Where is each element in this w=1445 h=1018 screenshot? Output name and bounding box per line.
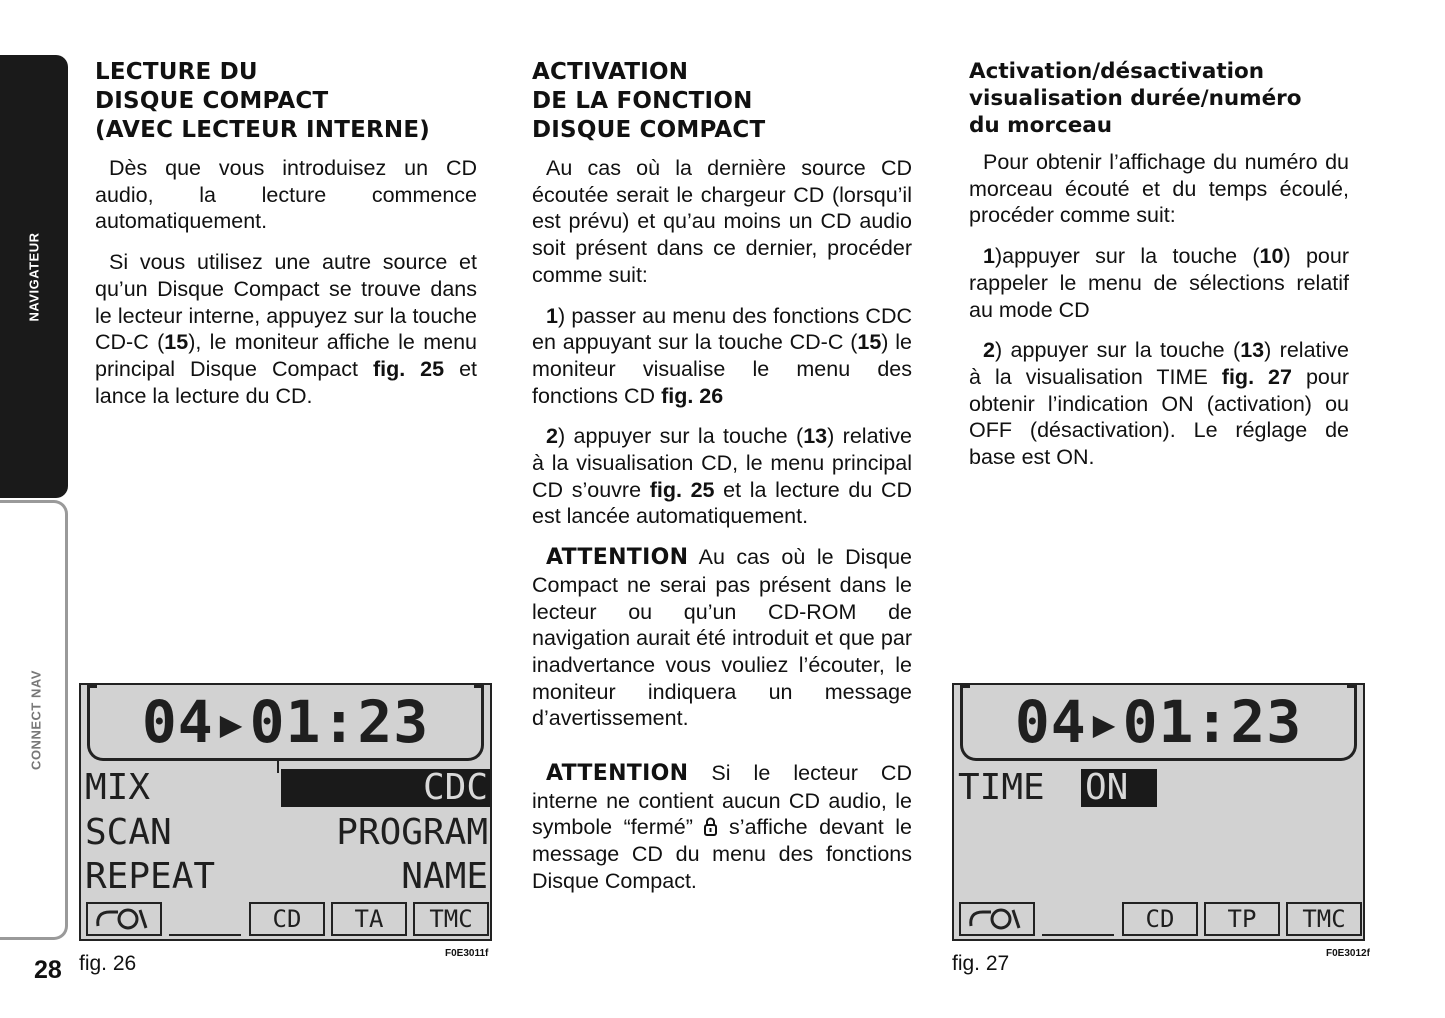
menu-item-scan: SCAN: [85, 812, 172, 853]
time-value-on: ON: [1081, 769, 1157, 807]
section-heading: [969, 58, 1349, 139]
step-2: 2) appuyer sur la touche (13) relative à la visualisation TIME fig. 27 pour obtenir l’indication ON (activation) ou OFF (désactivation). Le réglage de base est ON.: [969, 338, 1349, 470]
menu-item-program: PROGRAM: [336, 812, 488, 853]
heading-line: Activation/désactivation: [969, 59, 1265, 84]
heading-line: DE LA FONCTION: [532, 88, 753, 114]
paragraph: Pour obtenir l’affichage du numéro du morceau écouté et du temps écoulé, procéder comme suit:: [969, 150, 1349, 228]
heading-line: (AVEC LECTEUR INTERNE): [95, 117, 430, 143]
step-2: 2) appuyer sur la touche (13) relative à la visualisation CD, le menu principal CD s’ouvre fig. 25 et la lecture du CD est lancée automatiquement.: [532, 424, 912, 529]
lcd-header: [87, 688, 484, 761]
heading-line: du morceau: [969, 113, 1113, 138]
lock-icon: [704, 817, 717, 836]
bar-button-ta: TA: [331, 902, 407, 936]
lcd-header: [960, 688, 1357, 761]
attention-note: ATTENTION Au cas où le Disque Compact ne serai pas présent dans le lecteur ou qu’un CD-ROM de navigation aurait été introduit et que par inadvertance vous vouliez l’écouter, le moniteur indiquera un message d’avertissement.: [532, 545, 912, 731]
section-tab-label-active: NAVIGATEUR: [26, 232, 42, 322]
cd-logo-icon: [86, 902, 162, 936]
section-tab-label-inactive: CONNECT NAV: [28, 670, 44, 770]
time-label: TIME: [958, 767, 1045, 808]
menu-item-cdc-selected: CDC: [281, 769, 490, 807]
bar-button-tp: TP: [1204, 902, 1280, 936]
step-1: 1)appuyer sur la touche (10) pour rappeler le menu de sélections relatif au mode CD: [969, 244, 1349, 322]
step-1: 1) passer au menu des fonctions CDC en appuyant sur la touche CD-C (15) le moniteur visualise le menu des fonctions CD fig. 26: [532, 303, 912, 408]
lcd-screen-fig27: [952, 683, 1365, 941]
page-number: 28: [34, 956, 62, 984]
section-heading: [532, 58, 912, 145]
bar-button-tmc: TMC: [413, 902, 489, 936]
menu-item-mix: MIX: [85, 767, 151, 808]
heading-line: LECTURE DU: [95, 59, 258, 85]
column-activation-cd: [532, 58, 912, 909]
heading-line: ACTIVATION: [532, 59, 689, 85]
paragraph: Si vous utilisez une autre source et qu’un Disque Compact se trouve dans le lecteur interne, appuyez sur la touche CD-C (15), le moniteur affiche le menu principal Disque Compact fig. 25 et lance la lecture du CD.: [95, 250, 477, 408]
heading-line: DISQUE COMPACT: [95, 88, 329, 114]
cd-logo-icon: [959, 902, 1035, 936]
lcd-screen-fig26: [79, 683, 492, 941]
figure-code: F0E3012f: [1326, 948, 1370, 959]
bar-button-cd: CD: [249, 902, 325, 936]
paragraph: Dès que vous introduisez un CD audio, la lecture commence automatiquement.: [95, 156, 477, 234]
heading-line: DISQUE COMPACT: [532, 117, 766, 143]
heading-line: visualisation durée/numéro: [969, 86, 1302, 111]
figure-caption: fig. 27: [952, 952, 1010, 975]
track-time-display: 04▸01:23: [141, 688, 430, 756]
attention-note: ATTENTION Si le lecteur CD interne ne contient aucun CD audio, le symbole “fermé” s’affiche devant le message CD du menu des fonctions Disque Compact.: [532, 761, 912, 893]
bar-button-cd: CD: [1122, 902, 1198, 936]
track-time-display: 04▸01:23: [1014, 688, 1303, 756]
paragraph: Au cas où la dernière source CD écoutée serait le chargeur CD (lorsqu’il est prévu) et qu’au moins un CD audio soit présent dans ce dernier, procéder comme suit:: [532, 156, 912, 287]
menu-item-repeat: REPEAT: [85, 856, 216, 897]
figure-code: F0E3011f: [445, 948, 489, 959]
section-heading: [95, 58, 477, 145]
menu-item-name: NAME: [401, 856, 488, 897]
bar-button-tmc: TMC: [1286, 902, 1362, 936]
column-lecture-cd: [95, 58, 477, 423]
figure-caption: fig. 26: [79, 952, 137, 975]
column-time-display: [969, 58, 1349, 485]
